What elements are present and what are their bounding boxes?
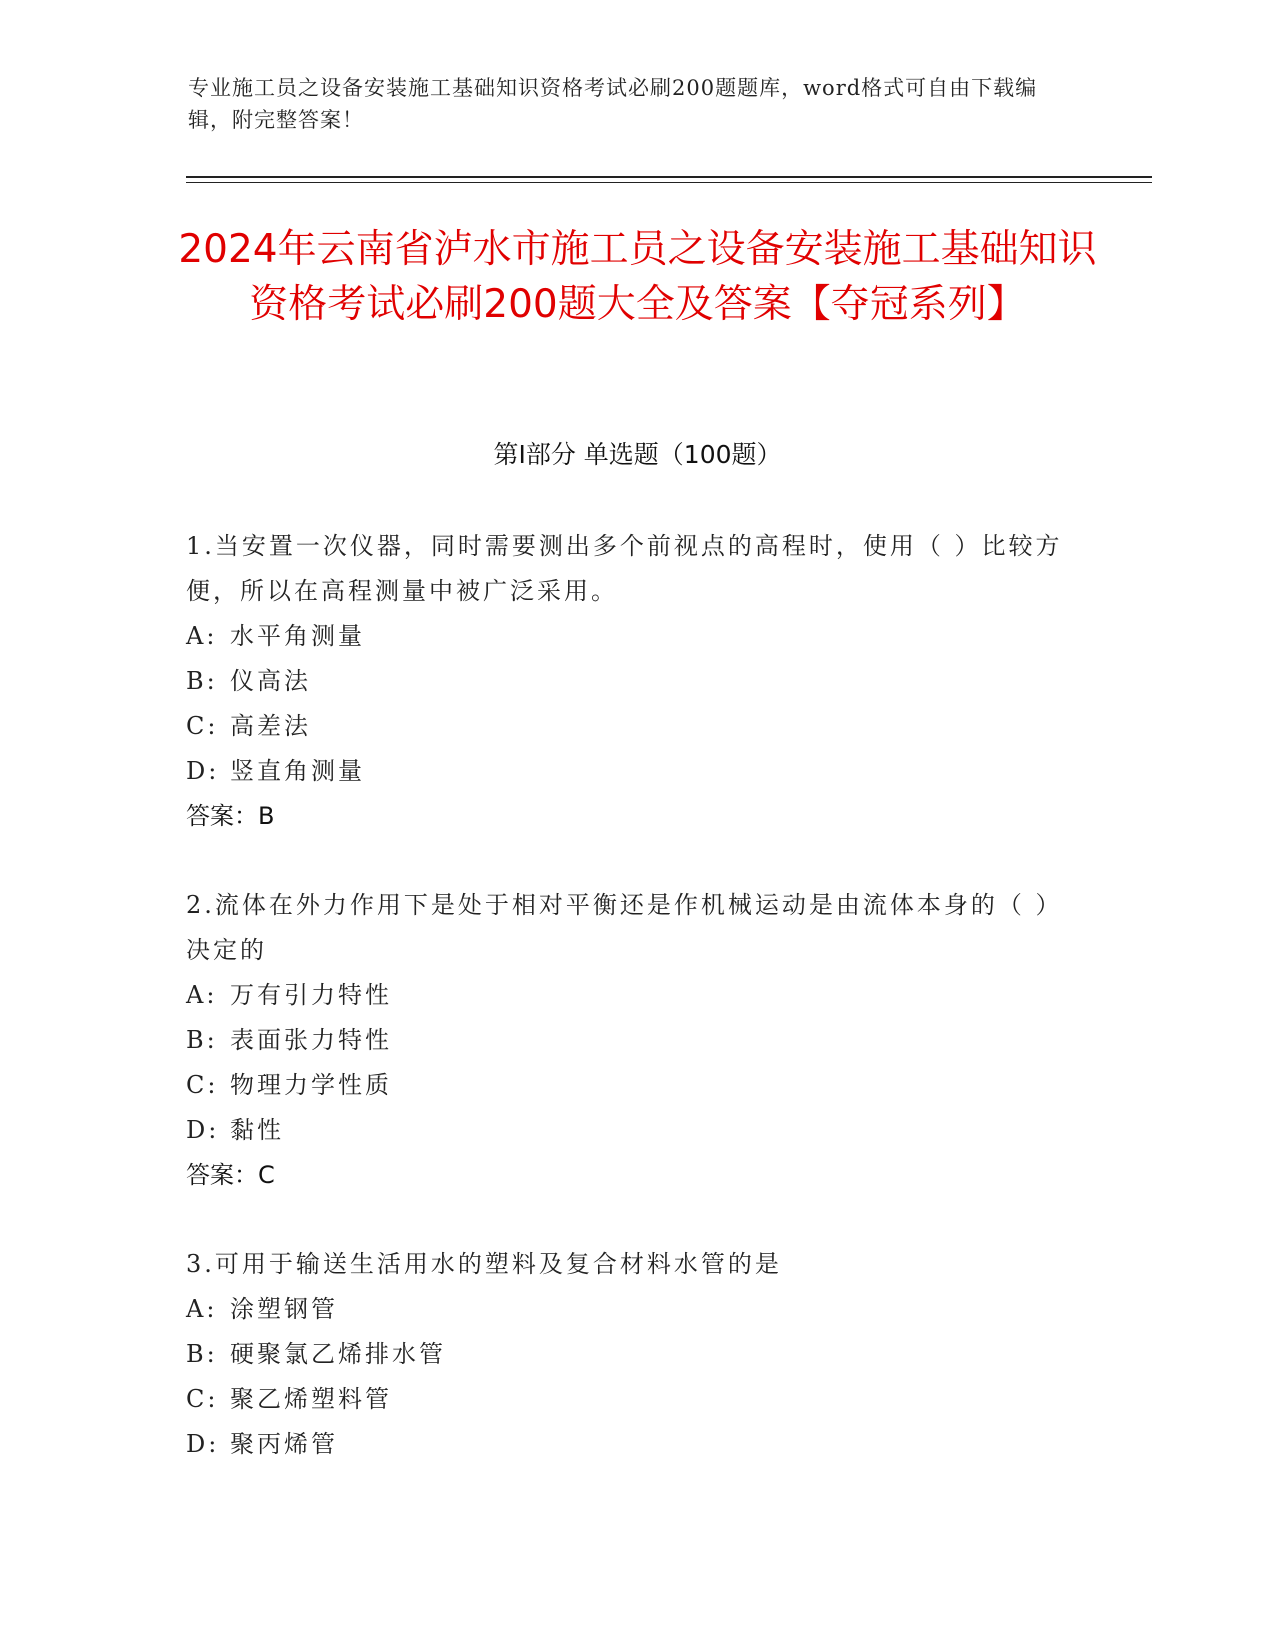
option-text: 聚丙烯管 [230,1430,338,1458]
section-title: 第Ⅰ部分 单选题（100题） [493,440,782,469]
option-text: 涂塑钢管 [230,1295,338,1323]
option-text: 万有引力特性 [230,981,392,1009]
option-key: A: [186,981,218,1009]
option-d [186,1422,1086,1467]
option-b [186,659,1086,704]
option-key: B: [186,1340,218,1368]
option-b [186,1018,1086,1063]
option-text: 高差法 [230,712,311,740]
option-key: C: [186,1071,219,1099]
option-key: B: [186,1026,218,1054]
option-b [186,1332,1086,1377]
option-a [186,973,1086,1018]
question-3 [186,1242,1086,1467]
option-d [186,1108,1086,1153]
header-divider-thin [186,182,1152,183]
option-text: 聚乙烯塑料管 [230,1385,392,1413]
question-1 [186,524,1086,839]
option-a [186,1287,1086,1332]
option-key: D: [186,1430,220,1458]
option-text: 仪高法 [230,667,311,695]
header-note: 专业施工员之设备安装施工基础知识资格考试必刷200题题库，word格式可自由下载编辑，附完整答案！ [188,76,1038,132]
option-key: C: [186,1385,219,1413]
option-c [186,1377,1086,1422]
answer-line: 答案：B [186,802,275,830]
option-d [186,749,1086,794]
option-text: 竖直角测量 [230,757,365,785]
option-key: A: [186,1295,218,1323]
option-text: 硬聚氯乙烯排水管 [230,1340,446,1368]
question-list [186,524,1086,1511]
question-stem: 3.可用于输送生活用水的塑料及复合材料水管的是 [186,1250,782,1278]
question-stem: 1.当安置一次仪器，同时需要测出多个前视点的高程时，使用（ ）比较方便，所以在高程测量中被广泛采用。 [186,532,1063,605]
option-key: D: [186,1116,220,1144]
option-text: 水平角测量 [230,622,365,650]
header-divider-thick [186,176,1152,178]
option-key: A: [186,622,218,650]
option-key: C: [186,712,219,740]
question-stem: 2.流体在外力作用下是处于相对平衡还是作机械运动是由流体本身的（ ）决定的 [186,891,1063,964]
option-c [186,704,1086,749]
option-a [186,614,1086,659]
option-key: B: [186,667,218,695]
document-title: 2024年云南省泸水市施工员之设备安装施工基础知识资格考试必刷200题大全及答案【夺冠系列】 [178,227,1097,327]
option-key: D: [186,757,220,785]
question-2 [186,883,1086,1198]
option-text: 黏性 [230,1116,284,1144]
option-text: 物理力学性质 [230,1071,392,1099]
option-c [186,1063,1086,1108]
option-text: 表面张力特性 [230,1026,392,1054]
answer-line: 答案：C [186,1161,275,1189]
